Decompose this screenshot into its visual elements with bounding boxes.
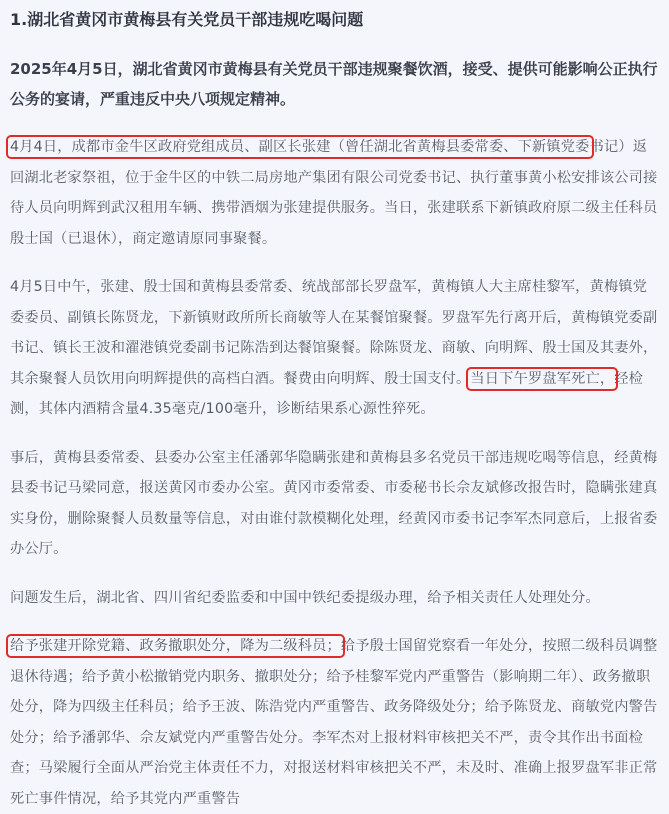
article-title: 1.湖北省黄冈市黄梅县有关党员干部违规吃喝问题	[10, 10, 364, 29]
paragraph-text: 经检测，其体内酒精含量4.35毫克/100毫升，诊断结果系心源性猝死。	[10, 370, 644, 417]
paragraph-punishments	[10, 631, 659, 814]
paragraph-text: 书记）返回湖北老家祭祖，位于金牛区的中铁二局房地产集团有限公司党委书记、执行董事黄小松安排该公司接待人员向明辉到武汉租用车辆、携带酒烟为张建提供服务。当日，张建联系下新镇政府原二级主任科员殷士国（已退休），商定邀请原同事聚餐。	[10, 139, 658, 247]
paragraph-cover-up: 事后，黄梅县委常委、县委办公室主任潘郭华隐瞒张建和黄梅县多名党员干部违规吃喝等信息，经黄梅县委书记马梁同意，报送黄冈市委办公室。黄冈市委常委、市委秘书长佘友斌修改报告时，隐瞒张建真实身份，删除聚餐人员数量等信息，对由谁付款模糊化处理，经黄冈市委书记李军杰同意后，上报省委办公厅。	[10, 449, 658, 557]
paragraph-investigation: 问题发生后，湖北省、四川省纪委监委和中国中铁纪委提级办理，给予相关责任人处理处分。	[10, 589, 600, 606]
highlight-box-zhang-jian: 4月4日，成都市金牛区政府党组成员、副区长张建（曾任湖北省黄梅县委常委、下新镇党委	[10, 139, 590, 155]
paragraph-text: 4月5日中午，张建、殷士国和黄梅县委常委、统战部部长罗盘军，黄梅镇人大主席桂黎军，黄梅镇党委委员、副镇长陈贤龙，下新镇财政所所长商敏等人在某餐馆聚餐。罗盘军先行离开后，黄梅镇党委副书记、镇长王波和濯港镇党委副书记陈浩到达餐馆聚餐。除陈贤龙、商敏、向明辉、殷士国及其妻外，其余聚餐人员饮用向明辉提供的高档白酒。餐费由向明辉、殷士国支付。	[10, 279, 658, 387]
paragraph-april-4	[10, 132, 659, 254]
paragraph-april-5	[10, 272, 659, 425]
paragraph-text: 给予殷士国留党察看一年处分，按照二级科员调整退休待遇；给予黄小松撤销党内职务、撤职处分；给予桂黎军党内严重警告（影响期二年）、政务撤职处分，降为四级主任科员；给予王波、陈浩党内严重警告、政务降级处分；给予陈贤龙、商敏党内警告处分；给予潘郭华、佘友斌党内严重警告处分。李军杰对上报材料审核把关不严，责令其作出书面检查；马梁履行全面从严治党主体责任不力，对报送材料审核把关不严，未及时、准确上报罗盘军非正常死亡事件情况，给予其党内严重警告	[10, 638, 658, 807]
highlight-box-death: 当日下午罗盘军死亡，	[470, 370, 615, 387]
lead-paragraph: 2025年4月5日，湖北省黄冈市黄梅县有关党员干部违规聚餐饮酒，接受、提供可能影响公正执行公务的宴请，严重违反中央八项规定精神。	[10, 60, 658, 108]
highlight-box-punishment: 给予张建开除党籍、政务撤职处分，降为二级科员；	[10, 638, 341, 654]
